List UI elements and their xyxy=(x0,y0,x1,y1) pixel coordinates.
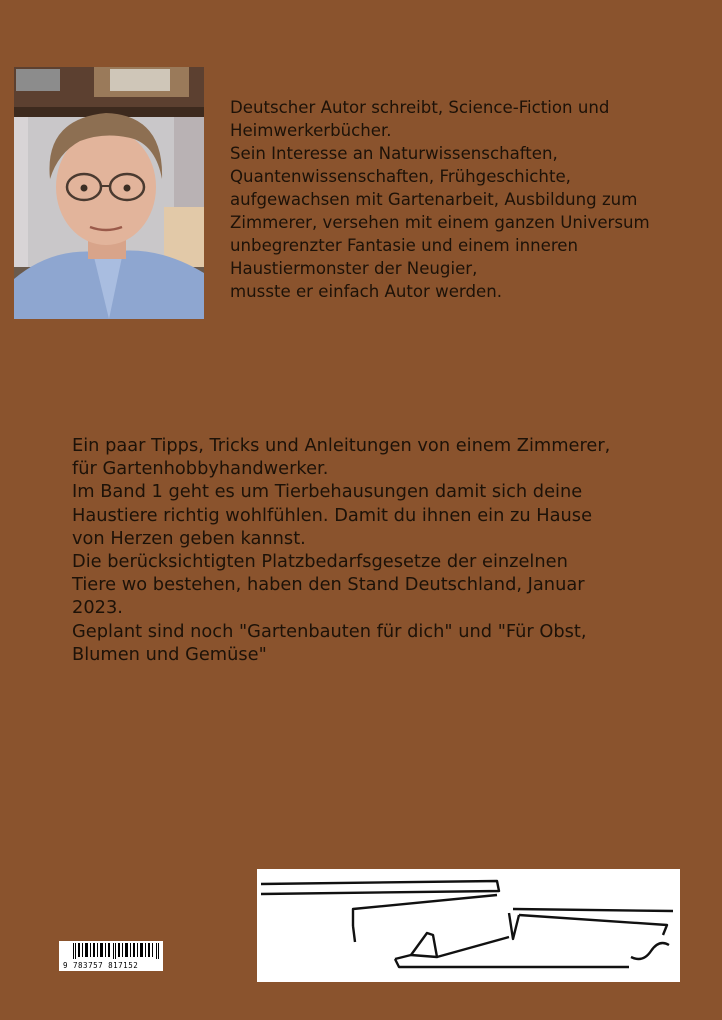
isbn-number: 9 783757 817152 xyxy=(63,961,139,970)
isbn-barcode xyxy=(59,941,163,971)
author-bio xyxy=(230,96,710,303)
book-blurb-text: Ein paar Tipps, Tricks und Anleitungen von einem Zimmerer, für Gartenhobbyhandwerker. Im Band 1 geht es um Tierbehausungen damit sich deine Haustiere richtig wohlfühlen. Damit du ihnen ein zu Hause von Herzen geben kannst. Die berücksichtigten Platzbedarfsgesetze der einzelnen Tiere wo bestehen, haben den Stand Deutschland, Januar 2023. Geplant sind noch "Gartenbauten für dich" und "Für Obst, Blumen und Gemüse" xyxy=(72,435,611,665)
woodwork-joint-sketch xyxy=(257,869,680,982)
author-bio-text: Deutscher Autor schreibt, Science-Fiction und Heimwerkerbücher. Sein Interesse an Naturwissenschaften, Quantenwissenschaften, Frühgeschichte, aufgewachsen mit Gartenarbeit, Ausbildung zum Zimmerer, versehen mit einem ganzen Universum unbegrenzter Fantasie und einem inneren Haustiermonster der Neugier, musste er einfach Autor werden. xyxy=(230,98,650,301)
barcode-bars-icon xyxy=(73,943,161,959)
joint-drawing-icon xyxy=(257,869,680,982)
author-photo xyxy=(14,67,204,319)
book-blurb xyxy=(72,434,632,666)
